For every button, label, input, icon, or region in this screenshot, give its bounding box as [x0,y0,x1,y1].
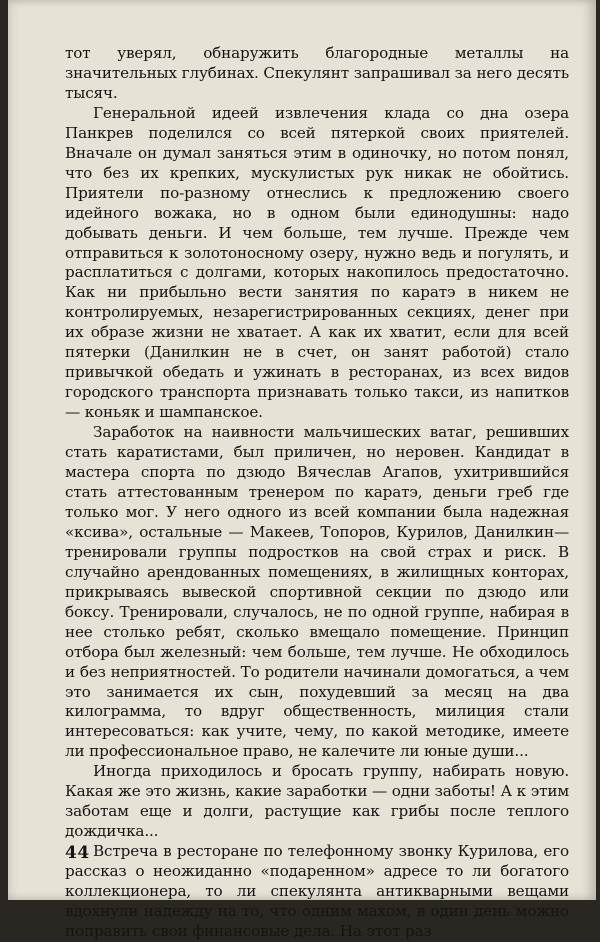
paragraph: Заработок на наивности мальчишеских ватаг, решивших стать каратистами, был приличен, но неровен. Кандидат в мастера спорта по дзюдо Вячеслав Агапов, ухитрившийся стать аттестованным тренером по каратэ, деньги греб где только мог. У него одного из всей компании была надежная «ксива», остальные — Макеев, Топоров, Курилов, Данилкин—тренировали группы подростков на свой страх и риск. В случайно арендованных помещениях, в жилищных конторах, прикрываясь вывеской спортивной секции по дзюдо или боксу. Тренировали, случалось, не по одной группе, набирая в нее столько ребят, сколько вмещало помещение. Принцип отбора был железный: чем больше, тем лучше. Не обходилось и без неприятностей. То родители начинали домогаться, а чем это занимается их сын, похудевший за месяц на два килограмма, то вдруг общественность, милиция стали интересоваться: как учите, чему, по какой методике, имеете ли профессиональное право, не калечите ли юные души... [65,423,569,761]
paragraph: Генеральной идеей извлечения клада со дна озера Панкрев поделился со всей пятеркой своих приятелей. Вначале он думал заняться этим в одиночку, но потом понял, что без их крепких, мускулистых рук никак не обойтись. Приятели по-разному отнеслись к предложению своего идейного вожака, но в одном были единодушны: надо добывать деньги. И чем больше, тем лучше. Прежде чем отправиться к золотоносному озеру, нужно ведь и погулять, и расплатиться с долгами, которых накопилось предостаточно. Как ни прибыльно вести занятия по каратэ в никем не контролируемых, незарегистрированных секциях, денег при их образе жизни не хватает. А как их хватит, если для всей пятерки (Данилкин не в счет, он занят работой) стало привычкой обедать и ужинать в ресторанах, из всех видов городского транспорта признавать только такси, из напитков — коньяк и шампанское. [65,103,569,422]
body-text [65,44,569,942]
book-page [8,0,596,940]
paragraph: Встреча в ресторане по телефонному звонку Курилова, его рассказ о неожиданно «подаренном» адресе то ли богатого коллекционера, то ли спекулянта антикварными вещами вдохнули надежду на то, что одним махом, в один день можно поправить свои финансовые дела. На этот раз [65,842,569,940]
paragraph-continuation: тот уверял, обнаружить благородные металлы на значительных глубинах. Спекулянт запрашивал за него десять тысяч. [65,44,569,102]
paragraph: Иногда приходилось и бросать группу, набирать новую. Какая же это жизнь, какие заработки — одни заботы! А к этим заботам еще и долги, растущие как грибы после теплого дождичка... [65,762,569,841]
page-number: 44 [65,843,90,863]
